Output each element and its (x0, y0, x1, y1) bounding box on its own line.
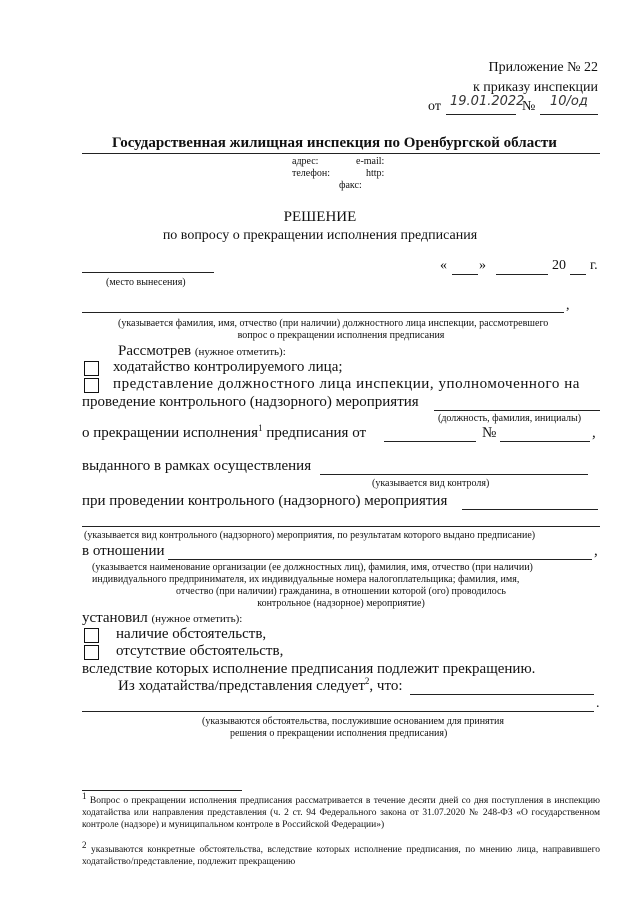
option-petition-label: ходатайство контролируемого лица; (113, 359, 343, 375)
regarding-caption-4: контрольное (надзорное) мероприятие) (257, 598, 425, 609)
appendix-subtitle: к приказу инспекции (472, 80, 598, 95)
date-close-quote: » (479, 258, 486, 273)
regarding-caption-3: отчество (при наличии) гражданина, в отношении которой (ого) проводилось (176, 586, 506, 597)
option-submission-line-2: проведение контрольного (надзорного) мероприятия (82, 394, 419, 410)
regarding-caption-1: (указывается наименование организации (ее должностных лиц), фамилия, имя, отчество (при наличии) (92, 562, 533, 573)
phone-label: телефон: (292, 168, 330, 179)
fax-label: факс: (339, 180, 362, 191)
date-year-suffix: г. (590, 258, 598, 273)
follows-text: Из ходатайства/представления следует$^2$, что: (118, 676, 403, 694)
termination-comma: , (592, 425, 596, 441)
regarding-comma: , (594, 543, 598, 559)
appendix-date-prefix: от (428, 99, 441, 114)
option-submission-caption: (должность, фамилия, инициалы) (438, 413, 582, 424)
document-title: РЕШЕНИЕ (283, 209, 357, 225)
place-caption: (место вынесения) (106, 277, 186, 288)
option-petition-checkbox[interactable] (84, 361, 99, 376)
official-caption-2: вопрос о прекращении исполнения предписания (237, 330, 445, 341)
issued-text: выданного в рамках осуществления (82, 458, 312, 474)
event-caption: (указывается вид контрольного (надзорного) мероприятия, по результатам которого выдано предписание) (84, 530, 536, 541)
consequence-text: вследствие которых исполнение предписания подлежит прекращению. (82, 661, 536, 677)
http-label: http: (366, 168, 385, 179)
regarding-caption-2: индивидуального предпринимателя, их индивидуальные номера налогоплательщика; фамилия, имя, (92, 574, 520, 585)
appendix-date-value: 19.01.2022 (450, 94, 525, 109)
event-text: при проведении контрольного (надзорного) мероприятия (82, 493, 448, 509)
presence-label: наличие обстоятельств, (116, 626, 267, 642)
footnote-1: $^1$ Вопрос о прекращении исполнения предписания рассматривается в течение десяти дней со дня поступления в инспекцию ходатайства или направления представления (ч. 2 ст. 94 Федерального закона от 31.07.2020 № 248-ФЗ «О государственном контроле (надзоре) и муниципальном контроле в Российской Федерации») (82, 790, 601, 830)
issued-caption: (указывается вид контроля) (372, 478, 490, 489)
appendix-number-value: 10/од (550, 94, 588, 109)
address-label: адрес: (292, 156, 319, 167)
presence-checkbox[interactable] (84, 628, 99, 643)
appendix-number-sign: № (522, 99, 536, 114)
termination-text: о прекращении исполнения$^1$ предписания от (82, 423, 367, 441)
follows-caption-2: решения о прекращении исполнения предписания) (230, 728, 448, 739)
option-submission-checkbox[interactable] (84, 378, 99, 393)
org-name: Государственная жилищная инспекция по Оренбургской области (112, 135, 557, 151)
email-label: e-mail: (356, 156, 385, 167)
appendix-title: Приложение № 22 (488, 60, 598, 75)
regarding-label: в отношении (82, 543, 165, 559)
considered-label: Рассмотрев (нужное отметить): (118, 343, 286, 359)
official-caption-1: (указывается фамилия, имя, отчество (при наличии) должностного лица инспекции, рассмотревшего (118, 318, 549, 329)
absence-checkbox[interactable] (84, 645, 99, 660)
date-year: 20 (552, 258, 566, 273)
follows-caption-1: (указываются обстоятельства, послужившие основанием для принятия (202, 716, 504, 727)
absence-label: отсутствие обстоятельств, (116, 643, 284, 659)
date-open-quote: « (440, 258, 447, 273)
official-comma: , (566, 298, 570, 313)
footnote-2: $^2$ указываются конкретные обстоятельства, вследствие которых исполнение предписания, по мнению лица, направившего ходатайство/представление, подлежит прекращению (82, 839, 601, 867)
termination-number-sign: № (482, 425, 497, 441)
established-label: установил (нужное отметить): (82, 610, 243, 626)
follows-period: . (596, 696, 600, 711)
document-subtitle: по вопросу о прекращении исполнения предписания (162, 228, 478, 243)
option-submission-line-1: представление должностного лица инспекции, уполномоченного на (113, 376, 581, 392)
